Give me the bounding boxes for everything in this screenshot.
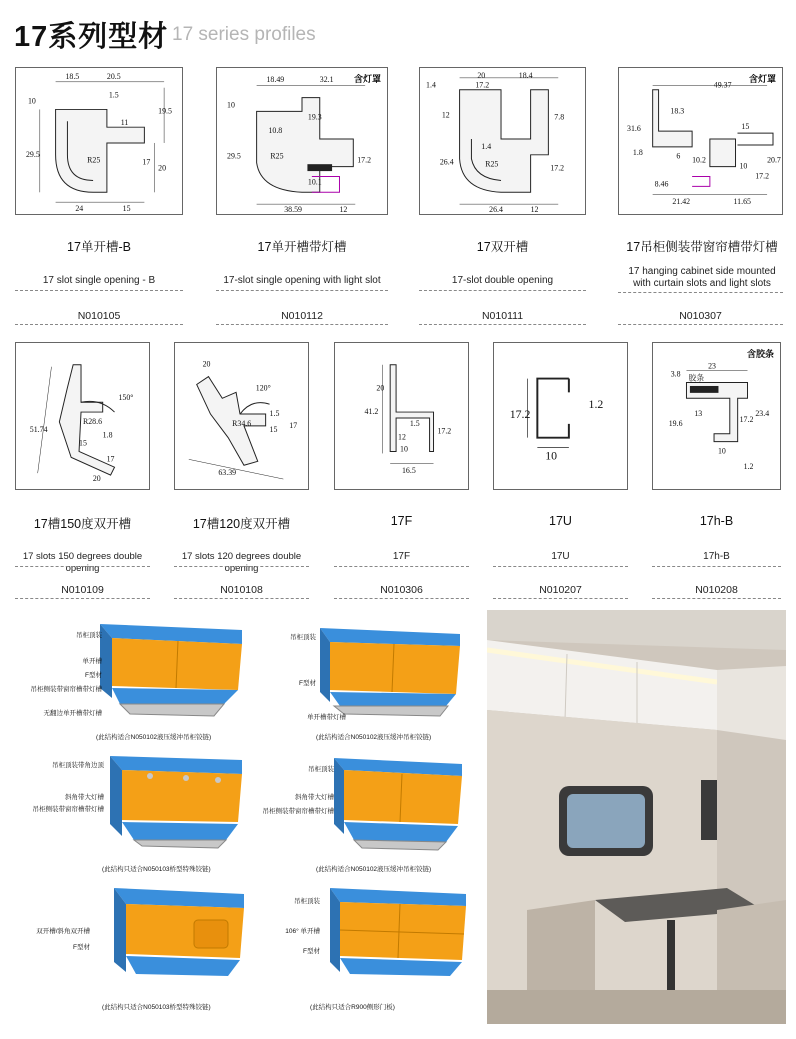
dim-label: 26.4 [439,157,454,167]
callout-label: 无翻边单开槽带灯槽 [43,710,102,717]
dim-label: 38.59 [284,205,302,214]
dim-label: 32.1 [319,74,334,84]
profile-drawing-n010208 [653,343,780,489]
callout-label: 吊柜顶装 [290,634,316,641]
dim-label: 10 [545,448,558,463]
dim-label: 10 [227,100,235,110]
product-name: 17双开槽 [476,240,529,254]
dim-label: 12 [441,110,450,120]
dim-label: 16.5 [401,466,416,476]
dim-label: 17.2 [357,155,372,165]
dim-label: R25 [270,151,284,161]
profile-drawing-n010109 [16,343,149,489]
profile-card-n010307 [618,67,783,215]
assembly-diagram-1 [10,618,250,746]
included-accessory-badge: 含灯罩 [748,74,776,84]
product-name-en: 17 slots 120 degrees double opening [181,551,302,574]
dim-label: 20.5 [106,71,121,81]
product-name-en: 17U [551,551,570,562]
callout-label: 吊柜顶装 [308,766,334,773]
dim-label: R34.6 [232,418,252,428]
dim-label: 19.3 [307,112,322,122]
callout-label: 吊柜侧装带窗帘槽带灯槽 [32,806,104,813]
dim-label: 11 [120,118,129,128]
cabinet-illustration [250,884,480,1014]
dim-label: 18.3 [670,106,685,116]
dim-label: 24 [75,204,84,214]
dim-label: 20.7 [767,155,781,165]
profile-card-n010112 [216,67,388,215]
product-name-en: 17-slot single opening with light slot [223,275,381,286]
diagram-caption: (此结构只适合N050103桥型特殊铰链) [102,866,211,873]
product-name-en: 17-slot double opening [451,275,554,286]
dim-label: 1.2 [743,462,754,472]
divider [15,324,183,325]
divider [174,566,309,567]
product-name-en-line2: with curtain slots and light slots [633,278,771,289]
divider [419,324,586,325]
dim-label: 18.49 [266,74,285,84]
dim-label: 49.37 [713,80,732,90]
dim-label: 17.2 [739,414,754,424]
dim-label: 10 [739,161,748,171]
dim-label: 26.4 [489,205,503,214]
assembly-diagram-4 [250,752,480,878]
product-name-en: 17 slot single opening - B [42,275,156,286]
product-name: 17U [549,514,572,528]
dim-label: 胶条 [688,373,705,383]
dim-label: 10.8 [268,126,283,136]
dim-label: 1.8 [102,430,113,440]
dim-label: 12 [398,432,406,442]
assembly-diagram-2 [250,618,480,746]
dim-label: 63.39 [218,468,237,478]
dim-label: 20 [477,70,486,80]
page-subtitle: 17 series profiles [172,24,316,45]
dim-label: 7.8 [554,112,565,122]
profile-drawing-n010111 [420,68,585,214]
profile-card-n010208 [652,342,781,490]
callout-label: F型材 [73,944,90,951]
profile-drawing-n010112 [217,68,387,214]
profile-card-n010306 [334,342,469,490]
dim-label: 18.4 [518,70,533,80]
page-title: 17系列型材 [14,21,169,53]
callout-label: 吊柜顶装 [76,632,102,639]
dim-label: 10.1 [307,177,322,187]
dim-label: 19.6 [668,418,683,428]
product-code: N010108 [220,584,263,596]
divider [618,292,783,293]
dim-label: 1.4 [481,141,492,151]
dim-label: 17.2 [437,426,452,436]
dim-label: 18.5 [65,71,80,81]
dim-label: 10.2 [692,155,706,165]
dim-label: 15 [741,122,750,132]
product-name: 17h-B [699,514,734,528]
profile-drawing-n010108 [175,343,308,489]
divider [216,290,388,291]
dim-label: 19.5 [158,106,172,116]
dim-label: 1.5 [108,90,119,100]
divider [493,598,628,599]
product-name: 17单开槽带灯槽 [257,240,347,254]
dim-label: 20 [202,359,211,369]
dim-label: 12 [339,205,348,214]
dim-label: 8.46 [654,179,669,189]
product-code: N010306 [380,584,423,596]
dim-label: 13 [694,409,703,418]
callout-label: 吊柜顶装 [294,898,320,905]
dim-label: 1.4 [426,80,436,90]
dim-label: 17.2 [475,80,490,90]
product-code: N010208 [695,584,738,596]
dim-label: 11.65 [733,197,751,207]
dim-label: 15 [79,438,87,448]
callout-label: 单开槽带灯槽 [307,714,346,721]
divider [15,290,183,291]
product-name-en: 17 hanging cabinet side mounted [628,266,776,277]
callout-label: F型材 [299,680,316,687]
product-name-en: 17h-B [703,551,730,562]
divider [216,324,388,325]
cabinet-illustration [10,884,250,1014]
dim-label: 20 [376,383,385,393]
dim-label: R25 [87,155,101,165]
product-name: 17槽120度双开槽 [192,517,291,531]
dim-label: 15 [122,204,131,214]
callout-label: 斜角带大灯槽 [65,794,104,801]
dim-label: 1.5 [269,409,280,418]
dim-label: 23.4 [755,409,770,418]
dim-label: 29.5 [227,151,241,161]
profile-drawing-n010306 [335,343,468,489]
dim-label: 17 [106,454,115,464]
dim-label: 20 [92,474,101,484]
assembly-diagram-3 [10,752,250,878]
callout-label: 吊柜侧装带窗帘槽带灯槽 [262,808,334,815]
dim-label: 10 [27,96,36,106]
profile-card-n010111 [419,67,586,215]
product-name-en: 17 slots 150 degrees double opening [22,551,143,574]
profile-card-n010207 [493,342,628,490]
callout-label: 吊柜顶装带角边顶 [52,762,104,769]
dim-label: 10 [717,446,726,456]
profile-card-n010109 [15,342,150,490]
callout-label: 双开槽/斜角双开槽 [36,928,90,935]
dim-label: 6 [676,151,681,161]
dim-label: 150° [118,393,134,403]
divider [419,290,586,291]
product-name-en: 17F [392,551,411,562]
dim-label: 17.2 [550,163,565,173]
dim-label: 21.42 [672,197,691,207]
dim-label: 17 [142,157,151,167]
divider [652,566,781,567]
callout-label: F型材 [85,672,102,679]
dim-label: 31.6 [627,124,641,134]
dim-label: 10 [400,444,408,454]
rv-interior-photo [487,610,786,1024]
divider [652,598,781,599]
dim-label: 15 [269,424,278,434]
divider [334,598,469,599]
callout-label: 106° 单开槽 [285,928,320,935]
product-name: 17F [390,514,413,528]
cabinet-illustration [10,618,250,746]
dim-label: 1.2 [588,397,604,412]
dim-label: 120° [255,383,271,393]
product-code: N010105 [77,310,121,322]
dim-label: 1.5 [409,418,420,428]
cabinet-illustration [10,752,250,878]
dim-label: R25 [485,159,499,169]
dim-label: 17 [289,420,298,430]
product-code: N010109 [61,584,104,596]
dim-label: 1.8 [632,147,643,157]
diagram-caption: (此结构适合N050102液压缓冲吊柜铰链) [96,734,212,741]
divider [15,566,150,567]
profile-drawing-n010207 [494,343,627,489]
divider [15,598,150,599]
product-code: N010307 [679,310,722,322]
dim-label: 41.2 [364,407,379,417]
cabinet-illustration [250,618,480,746]
dim-label: R28.6 [82,416,103,426]
dim-label: 23 [708,361,716,371]
diagram-caption: (此结构只适合N050103桥型特殊铰链) [102,1004,211,1011]
product-name: 17槽150度双开槽 [33,517,132,531]
dim-label: 12 [530,205,539,214]
profile-drawing-n010105 [16,68,182,214]
dim-label: 17.2 [509,406,531,421]
profile-card-n010105 [15,67,183,215]
dim-label: 17.2 [755,171,770,181]
callout-label: F型材 [303,948,320,955]
profile-drawing-n010307 [619,68,782,214]
diagram-caption: (此结构只适合R900侧形门板) [310,1004,395,1011]
product-code: N010111 [481,310,524,322]
dim-label: 51.74 [29,424,48,434]
divider [174,598,309,599]
included-accessory-badge: 含胶条 [746,349,774,359]
divider [618,324,783,325]
product-code: N010112 [281,310,323,322]
product-name: 17吊柜侧装带窗帘槽带灯槽 [626,240,778,254]
product-name: 17单开槽-B [67,240,131,254]
dim-label: 3.8 [670,369,681,379]
callout-label: 单开槽 [82,658,102,665]
diagram-caption: (此结构适合N050102液压缓冲吊柜铰链) [316,866,432,873]
dim-label: 29.5 [26,149,40,159]
dim-label: 20 [158,163,167,173]
included-accessory-badge: 含灯罩 [353,74,381,84]
profile-card-n010108 [174,342,309,490]
product-code: N010207 [539,584,582,596]
divider [493,566,628,567]
callout-label: 吊柜侧装带窗帘槽带灯槽 [30,686,102,693]
callout-label: 斜角带大灯槽 [295,794,334,801]
assembly-diagram-6 [250,884,480,1014]
divider [334,566,469,567]
rv-interior-illustration [487,610,786,1024]
cabinet-illustration [250,752,480,878]
assembly-diagram-5 [10,884,250,1014]
diagram-caption: (此结构适合N050102液压缓冲吊柜铰链) [316,734,432,741]
